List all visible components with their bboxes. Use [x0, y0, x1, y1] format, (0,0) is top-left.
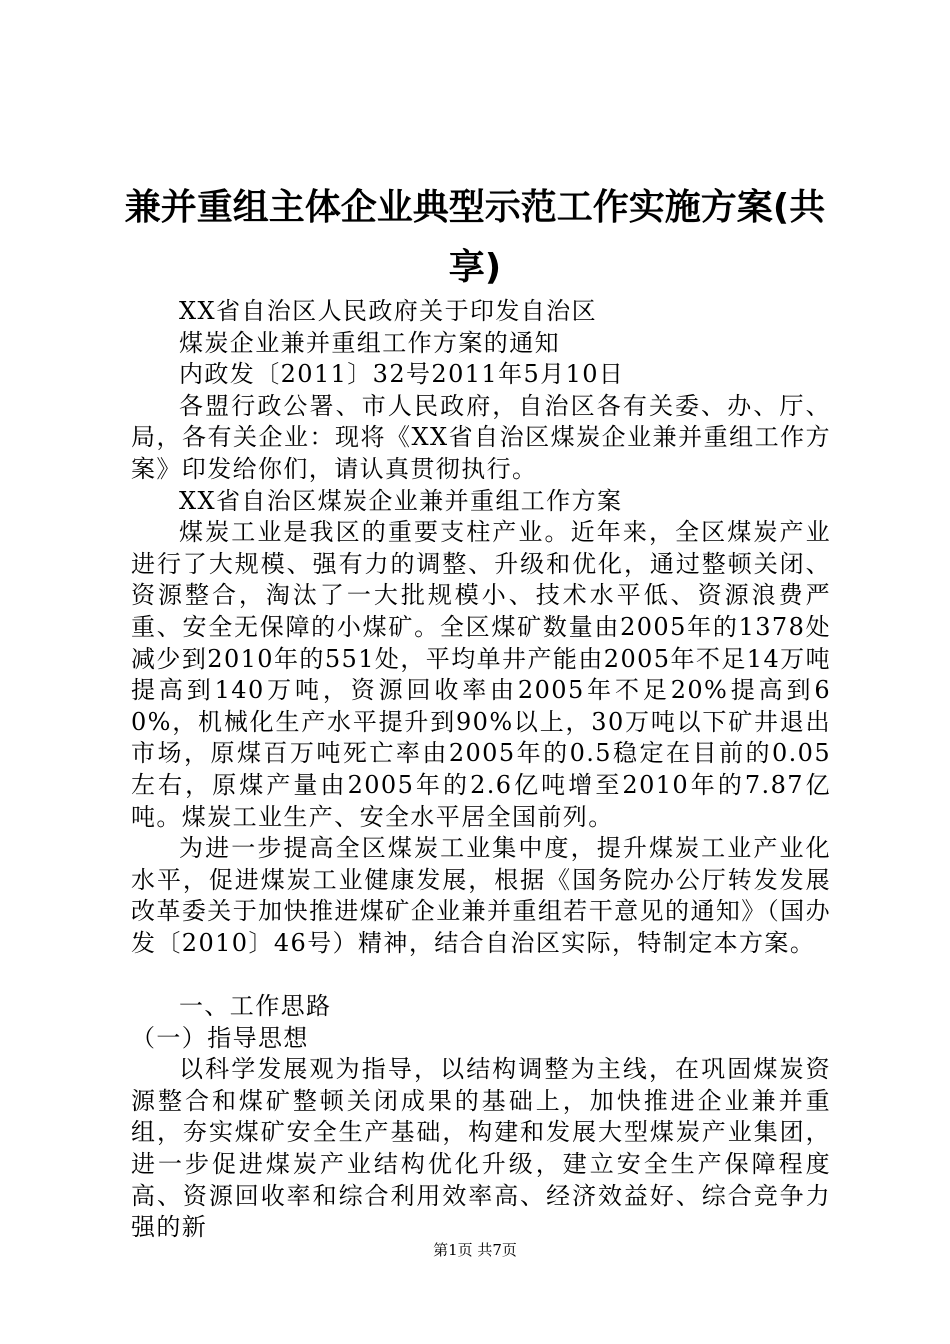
paragraph-guiding-ideology: 以科学发展观为指导，以结构调整为主线，在巩固煤炭资源整合和煤矿整顿关闭成果的基础上，加快推进企业兼并重组，夯实煤矿安全生产基础，构建和发展大型煤炭产业集团，进一步促进煤炭产业结构优化升级，建立安全生产保障程度高、资源回收率和综合利用效率高、经济效益好、综合竞争力强的新 — [131, 1055, 831, 1242]
paragraph-plan-title: XX省自治区煤炭企业兼并重组工作方案 — [179, 486, 623, 515]
section-heading: 一、工作思路 — [179, 992, 332, 1021]
subsection-heading: （一）指导思想 — [131, 1023, 309, 1052]
paragraph-notice-header-2: 煤炭企业兼并重组工作方案的通知 — [179, 328, 560, 357]
paragraph-notice-header-1: XX省自治区人民政府关于印发自治区 — [179, 297, 597, 325]
document-title: 兼并重组主体企业典型示范工作实施方案(共享) — [124, 187, 826, 288]
paragraph-purpose: 为进一步提高全区煤炭工业集中度，提升煤炭工业产业化水平，促进煤炭工业健康发展，根据《国务院办公厅转发发展改革委关于加快推进煤矿企业兼并重组若干意见的通知》（国办发〔2010〕46号）精神，结合自治区实际，特制定本方案。 — [131, 834, 831, 957]
paragraph-spacer — [131, 959, 831, 991]
document-body — [131, 296, 831, 1244]
page-footer: 第1页 共7页 — [433, 1241, 517, 1259]
paragraph-document-number: 内政发〔2011〕32号2011年5月10日 — [179, 360, 625, 389]
paragraph-recipients: 各盟行政公署、市人民政府，自治区各有关委、办、厅、局，各有关企业：现将《XX省自治区煤炭企业兼并重组工作方案》印发给你们，请认真贯彻执行。 — [131, 391, 831, 483]
paragraph-background: 煤炭工业是我区的重要支柱产业。近年来，全区煤炭产业进行了大规模、强有力的调整、升级和优化，通过整顿关闭、资源整合，淘汰了一大批规模小、技术水平低、资源浪费严重、安全无保障的小煤矿。全区煤矿数量由2005年的1378处减少到2010年的551处，平均单井产能由2005年不足14万吨提高到140万吨，资源回收率由2005年不足20%提高到60%，机械化生产水平提升到90%以上，30万吨以下矿井退出市场，原煤百万吨死亡率由2005年的0.5稳定在目前的0.05左右，原煤产量由2005年的2.6亿吨增至2010年的7.87亿吨。煤炭工业生产、安全水平居全国前列。 — [131, 518, 831, 831]
